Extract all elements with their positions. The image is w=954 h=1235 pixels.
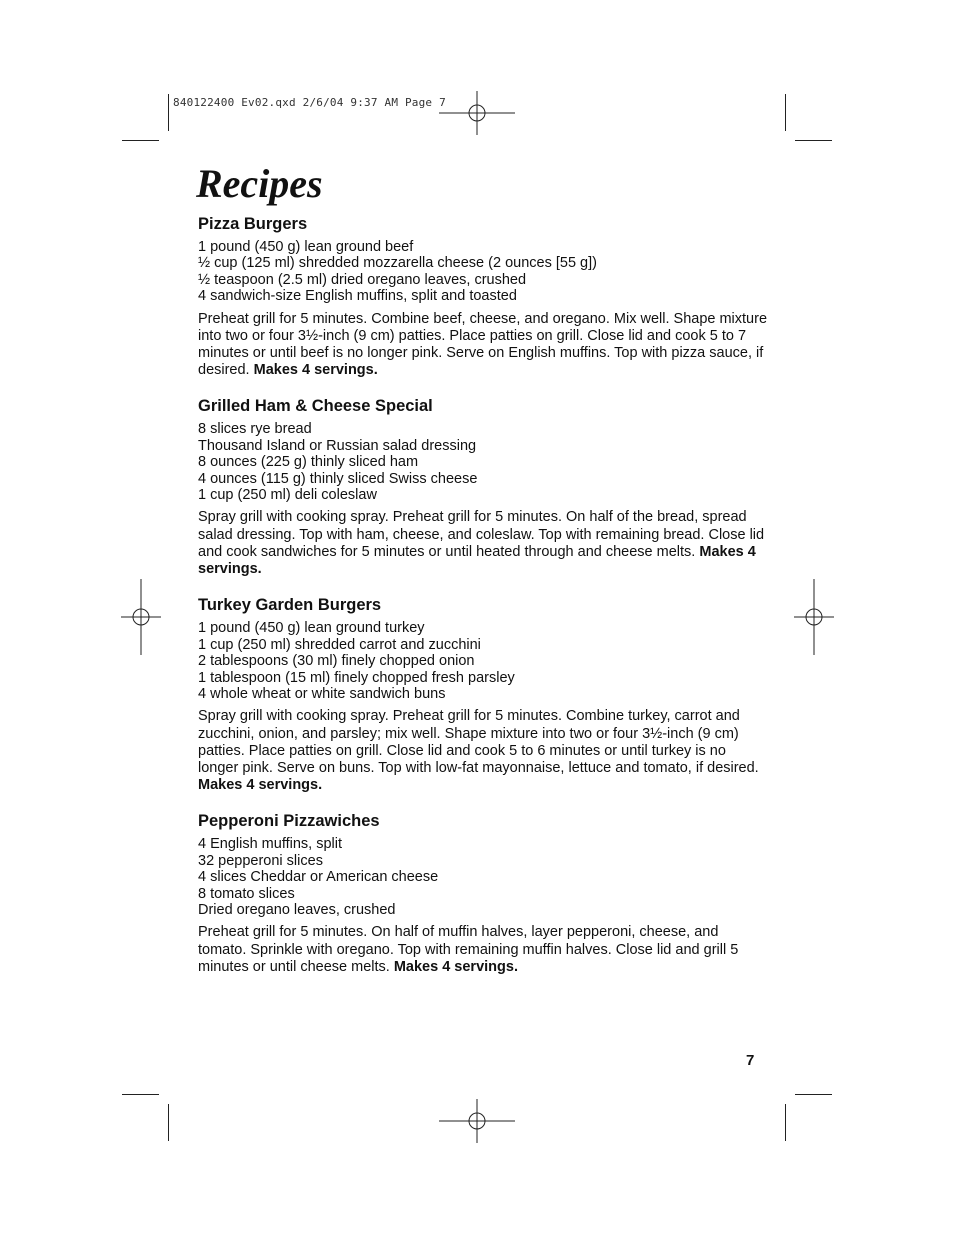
ingredient: 1 pound (450 g) lean ground beef bbox=[198, 239, 414, 255]
directions-text: Preheat grill for 5 minutes. Combine beef, cheese, and oregano. Mix well. Shape mixture into two or four 3½-inch (9 cm) patties. Place patties on grill. Close lid and cook 5 to 7 minutes or until beef is no longer pink. Serve on English muffins. Top with pizza sauce, if desired. bbox=[198, 310, 768, 379]
directions-text: Spray grill with cooking spray. Preheat grill for 5 minutes. On half of the bread, spread salad dressing. Top with ham, cheese, and coleslaw. Top with remaining bread. Close lid and cook sandwiches for 5 minutes or until heated through and cheese melts. bbox=[198, 509, 765, 560]
recipes-content bbox=[198, 160, 768, 993]
ingredient: Thousand Island or Russian salad dressing bbox=[198, 437, 477, 454]
crop-mark bbox=[785, 94, 786, 131]
directions bbox=[198, 924, 768, 976]
ingredient: 1 cup (250 ml) deli coleslaw bbox=[198, 487, 377, 504]
ingredient: 1 cup (250 ml) shredded carrot and zucchini bbox=[198, 636, 481, 653]
servings-note: Makes 4 servings. bbox=[198, 543, 756, 578]
crop-mark bbox=[122, 140, 159, 141]
crop-mark bbox=[168, 1104, 169, 1141]
ingredient: 32 pepperoni slices bbox=[198, 852, 323, 869]
crop-mark bbox=[168, 94, 169, 131]
servings-note: Makes 4 servings. bbox=[253, 362, 378, 379]
recipe-pizza-burgers bbox=[198, 214, 768, 379]
ingredient: 4 sandwich-size English muffins, split and toasted bbox=[198, 288, 517, 305]
recipe-title: Turkey Garden Burgers bbox=[198, 596, 382, 615]
ingredient: 4 ounces (115 g) thinly sliced Swiss cheese bbox=[198, 470, 478, 487]
directions bbox=[198, 509, 768, 578]
ingredient: Dried oregano leaves, crushed bbox=[198, 901, 396, 918]
ingredient-list bbox=[198, 239, 768, 305]
registration-mark bbox=[792, 578, 836, 656]
crop-mark bbox=[785, 1104, 786, 1141]
page-title: Recipes bbox=[196, 161, 323, 206]
ingredient: 4 whole wheat or white sandwich buns bbox=[198, 685, 446, 702]
servings-note: Makes 4 servings. bbox=[393, 958, 518, 975]
directions-text: Spray grill with cooking spray. Preheat grill for 5 minutes. Combine turkey, carrot and zucchini, onion, and parsley; mix well. Shape mixture into two or four 3½-inch (9 cm) patties. Place patties on grill. Close lid and cook 5 to 6 minutes or until turkey is no longer pink. Serve on buns. Top with low-fat mayonnaise, lettuce and tomato, if desired. bbox=[198, 708, 759, 776]
recipe-grilled-ham-cheese bbox=[198, 396, 768, 578]
recipe-pepperoni-pizzawiches bbox=[198, 811, 768, 976]
printer-slug: 840122400 Ev02.qxd 2/6/04 9:37 AM Page 7 bbox=[173, 96, 446, 109]
registration-mark bbox=[437, 91, 517, 135]
ingredient-list bbox=[198, 421, 768, 503]
registration-mark bbox=[437, 1099, 517, 1143]
ingredient: 2 tablespoons (30 ml) finely chopped onion bbox=[198, 653, 475, 670]
directions bbox=[198, 708, 768, 794]
recipe-title: Grilled Ham & Cheese Special bbox=[198, 397, 433, 416]
directions bbox=[198, 311, 768, 380]
ingredient: 4 English muffins, split bbox=[198, 836, 342, 853]
page-number: 7 bbox=[746, 1052, 755, 1069]
servings-note: Makes 4 servings. bbox=[198, 777, 323, 794]
crop-mark bbox=[795, 1094, 832, 1095]
recipe-title: Pizza Burgers bbox=[198, 215, 308, 233]
directions-text: Preheat grill for 5 minutes. On half of muffin halves, layer pepperoni, cheese, and tomato. Sprinkle with oregano. Top with remaining muffin halves. Close lid and grill 5 minutes or until cheese melts. bbox=[198, 924, 739, 975]
ingredient: 8 slices rye bread bbox=[198, 421, 312, 438]
crop-mark bbox=[122, 1094, 159, 1095]
recipe-title: Pepperoni Pizzawiches bbox=[198, 812, 380, 831]
recipe-turkey-garden-burgers bbox=[198, 595, 768, 794]
ingredient: 1 pound (450 g) lean ground turkey bbox=[198, 620, 425, 637]
ingredient-list bbox=[198, 836, 768, 918]
crop-mark bbox=[795, 140, 832, 141]
ingredient: ½ teaspoon (2.5 ml) dried oregano leaves, crushed bbox=[198, 271, 527, 288]
ingredient: 8 ounces (225 g) thinly sliced ham bbox=[198, 454, 419, 471]
registration-mark bbox=[119, 578, 163, 656]
ingredient: 1 tablespoon (15 ml) finely chopped fresh parsley bbox=[198, 669, 515, 686]
ingredient: 4 slices Cheddar or American cheese bbox=[198, 869, 439, 886]
ingredient-list bbox=[198, 620, 768, 702]
ingredient: ½ cup (125 ml) shredded mozzarella cheese (2 ounces [55 g]) bbox=[198, 255, 597, 272]
ingredient: 8 tomato slices bbox=[198, 885, 295, 902]
